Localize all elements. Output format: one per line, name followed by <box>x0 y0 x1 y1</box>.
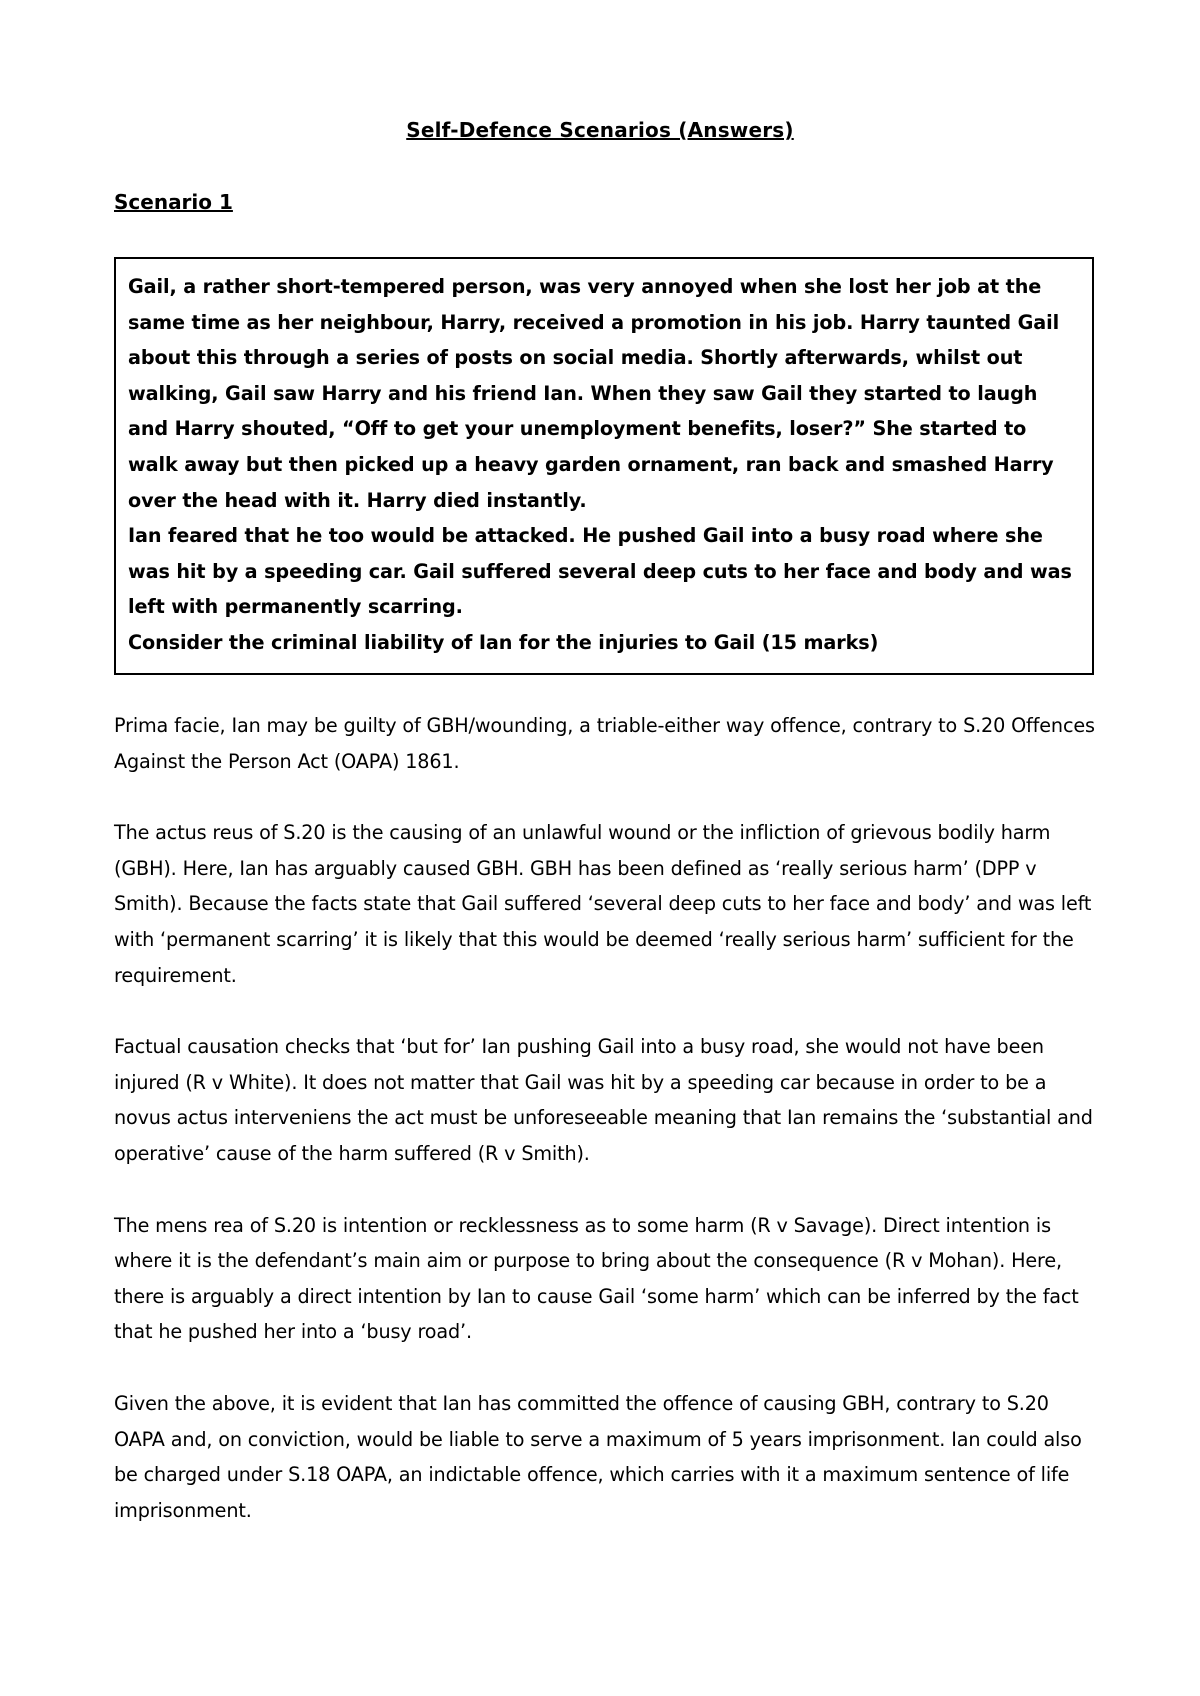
answer-paragraph-conclusion: Given the above, it is evident that Ian has committed the offence of causing GBH, contrary to S.20 OAPA and, on conviction, would be liable to serve a maximum of 5 years imprisonment. Ian could also be charged under S.18 OAPA, an indictable offence, which carries with it a maximum sentence of life imprisonment. <box>114 1391 1082 1522</box>
answer-body <box>114 708 1099 1564</box>
scenario-heading: Scenario 1 <box>114 190 233 214</box>
scenario-box <box>114 257 1094 675</box>
answer-paragraph-actus-reus: The actus reus of S.20 is the causing of an unlawful wound or the infliction of grievous bodily harm (GBH). Here, Ian has arguably caused GBH. GBH has been defined as ‘really serious harm’ (DPP v Smith). Because the facts state that Gail suffered ‘several deep cuts to her face and body’ and was left with ‘permanent scarring’ it is likely that this would be deemed ‘really serious harm’ sufficient for the requirement. <box>114 821 1092 987</box>
answer-paragraph-mens-rea: The mens rea of S.20 is intention or recklessness as to some harm (R v Savage). Direct intention is where it is the defendant’s main aim or purpose to bring about the consequence (R v Mohan). Here, there is arguably a direct intention by Ian to cause Gail ‘some harm’ which can be inferred by the fact that he pushed her into a ‘busy road’. <box>114 1213 1079 1344</box>
document-title: Self-Defence Scenarios (Answers) <box>406 118 794 142</box>
answer-paragraph-causation: Factual causation checks that ‘but for’ Ian pushing Gail into a busy road, she would not have been injured (R v White). It does not matter that Gail was hit by a speeding car because in order to be a novus actus interveniens the act must be unforeseeable meaning that Ian remains the ‘substantial and operative’ cause of the harm suffered (R v Smith). <box>114 1035 1093 1165</box>
answer-paragraph-offence: Prima facie, Ian may be guilty of GBH/wounding, a triable-either way offence, contrary to S.20 Offences Against the Person Act (OAPA) 1861. <box>114 714 1095 773</box>
scenario-question: Consider the criminal liability of Ian for the injuries to Gail (15 marks) <box>128 630 879 654</box>
scenario-paragraph: Gail, a rather short-tempered person, was very annoyed when she lost her job at the same time as her neighbour, Harry, received a promotion in his job. Harry taunted Gail about this through a series of posts on social media. Shortly afterwards, whilst out walking, Gail saw Harry and his friend Ian. When they saw Gail they started to laugh and Harry shouted, “Off to get your unemployment benefits, loser?” She started to walk away but then picked up a heavy garden ornament, ran back and smashed Harry over the head with it. Harry died instantly. <box>128 275 1060 512</box>
scenario-paragraph: Ian feared that he too would be attacked. He pushed Gail into a busy road where she was hit by a speeding car. Gail suffered several deep cuts to her face and body and was left with permanently scarring. <box>128 524 1072 619</box>
